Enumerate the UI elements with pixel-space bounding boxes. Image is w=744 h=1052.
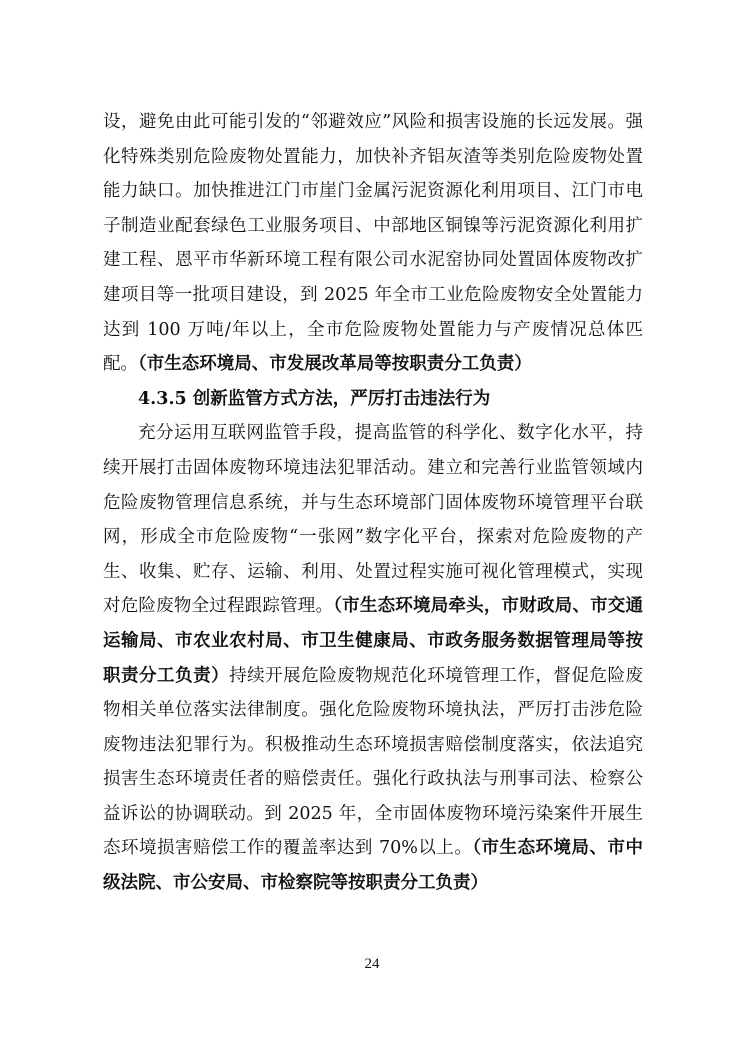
body-text: [103, 105, 643, 901]
paragraph-text: 持续开展危险废物规范化环境管理工作，督促危险废物相关单位落实法律制度。强化危险废物环境执法，严厉打击涉危险废物违法犯罪行为。积极推动生态环境损害赔偿制度落实，依法追究损害生态环境责任者的赔偿责任。强化行政执法与刑事司法、检察公益诉讼的协调联动。到 2025 年，全市固体废物环境污染案件开展生态环境损害赔偿工作的覆盖率达到 70%以上。: [103, 665, 644, 859]
paragraph-supervision: [103, 416, 643, 900]
paragraph-disposal-capacity: [103, 105, 643, 382]
responsibility-note: （市生态环境局牵头，市财政局、市交通运输局、市农业农村局、市卫生健康局、市政务服务数据管理局等按职责分工负责）: [103, 596, 644, 686]
paragraph-text: 设，避免由此可能引发的“邻避效应”风险和损害设施的长远发展。强化特殊类别危险废物处置能力，加快补齐铝灰渣等类别危险废物处置能力缺口。加快推进江门市崖门金属污泥资源化利用项目、江门市电子制造业配套绿色工业服务项目、中部地区铜镍等污泥资源化利用扩建工程、恩平市华新环境工程有限公司水泥窑协同处置固体废物改扩建项目等一批项目建设，到 2025 年全市工业危险废物安全处置能力达到 100 万吨/年以上，全市危险废物处置能力与产废情况总体匹配。: [103, 112, 643, 375]
responsibility-note: （市生态环境局、市发展改革局等按职责分工负责）: [138, 354, 532, 375]
responsibility-note: （市生态环境局、市中级法院、市公安局、市检察院等按职责分工负责）: [103, 838, 643, 894]
section-heading: 4.3.5 创新监管方式方法，严厉打击违法行为: [138, 388, 491, 409]
paragraph-text: 充分运用互联网监管手段，提高监管的科学化、数字化水平，持续开展打击固体废物环境违法犯罪活动。建立和完善行业监管领域内危险废物管理信息系统，并与生态环境部门固体废物环境管理平台联网，形成全市危险废物“一张网”数字化平台，探索对危险废物的产生、收集、贮存、运输、利用、处置过程实施可视化管理模式，实现对危险废物全过程跟踪管理。: [103, 423, 643, 617]
page-number: 24: [364, 956, 380, 972]
